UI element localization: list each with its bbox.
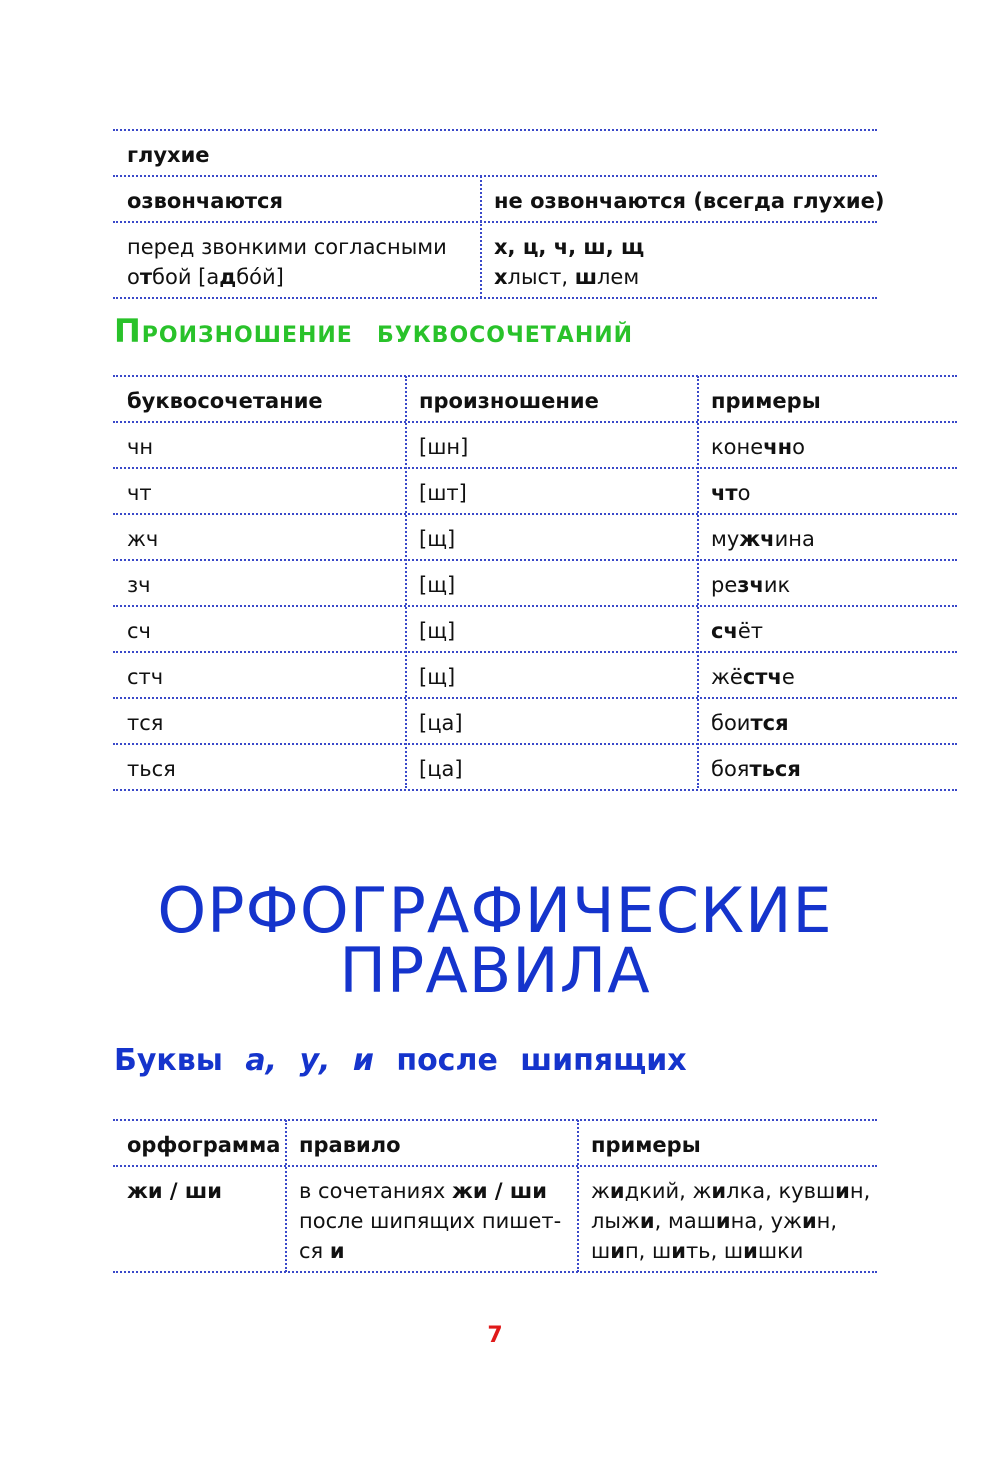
examples-line: жидкий, жилка, кувшин, <box>591 1179 871 1203</box>
combination-cell: жч <box>127 527 159 551</box>
combination-cell: чн <box>127 435 154 459</box>
col-header-voiced: озвончаются <box>127 189 283 213</box>
rule-line <box>113 559 957 561</box>
orthogram-cell: жи / ши <box>127 1179 222 1203</box>
examples-line: шип, шить, шишки <box>591 1239 804 1263</box>
column-divider <box>697 376 699 788</box>
col-header-examples: примеры <box>711 389 821 413</box>
rule-line <box>113 697 957 699</box>
pronunciation-cell: [щ] <box>419 527 456 551</box>
rule-line <box>113 221 877 223</box>
pronunciation-cell: [шт] <box>419 481 467 505</box>
rule-line <box>113 605 957 607</box>
rule-line <box>113 743 957 745</box>
example-cell: счёт <box>711 619 764 643</box>
col-header-rule: правило <box>299 1133 401 1157</box>
combination-cell: зч <box>127 573 151 597</box>
rule-line <box>113 1271 877 1273</box>
col-header-combination: буквосочетание <box>127 389 323 413</box>
column-divider <box>405 376 407 788</box>
rule-line <box>113 789 957 791</box>
example-cell: что <box>711 481 751 505</box>
pronunciation-cell: [щ] <box>419 665 456 689</box>
col-header-pronunciation: произношение <box>419 389 599 413</box>
chapter-title-line2: ПРАВИЛА <box>339 934 651 1007</box>
section-title-pronunciation: Произношение буквосочетаний <box>114 312 634 350</box>
pronunciation-cell: [ца] <box>419 711 463 735</box>
pronunciation-cell: [шн] <box>419 435 469 459</box>
pronunciation-cell: [ца] <box>419 757 463 781</box>
column-divider <box>577 1120 579 1272</box>
pronunciation-cell: [щ] <box>419 573 456 597</box>
rule-line <box>113 1119 877 1121</box>
col-header-orthogram: орфограмма <box>127 1133 281 1157</box>
col-header-not-voiced: не озвончаются (всегда глухие) <box>494 189 885 213</box>
examples-cell <box>591 1176 870 1266</box>
rule-line <box>113 421 957 423</box>
example-cell: бояться <box>711 757 801 781</box>
combination-cell: стч <box>127 665 164 689</box>
rule-line <box>113 297 877 299</box>
example-cell: боится <box>711 711 789 735</box>
rule-line <box>113 175 877 177</box>
examples-line: лыжи, машина, ужин, <box>591 1209 838 1233</box>
rule-line <box>113 375 957 377</box>
example-cell: конечно <box>711 435 805 459</box>
example-cell: резчик <box>711 573 791 597</box>
rule-line <box>113 1165 877 1167</box>
col-header-rule-examples: примеры <box>591 1133 701 1157</box>
rule-line <box>113 467 957 469</box>
example-cell: мужчина <box>711 527 815 551</box>
rule-line <box>113 651 957 653</box>
column-divider <box>285 1120 287 1272</box>
pronunciation-cell: [щ] <box>419 619 456 643</box>
chapter-title-line1: ОРФОГРАФИЧЕСКИЕ <box>157 874 833 947</box>
example-cell: жёстче <box>711 665 795 689</box>
table-header-voiceless: глухие <box>127 143 210 167</box>
voice-rule-text: перед звонкими согласными отбой [адбо́й] <box>127 235 447 289</box>
rule-line <box>113 129 877 131</box>
combination-cell: сч <box>127 619 151 643</box>
rule-cell: в сочетаниях жи / ши после шипящих пишет- ся и <box>299 1179 562 1263</box>
combination-cell: чт <box>127 481 152 505</box>
rule-line <box>113 513 957 515</box>
voiceless-letters-text: х, ц, ч, ш, щ хлыст, шлем <box>494 235 645 289</box>
column-divider <box>480 176 482 298</box>
combination-cell: тся <box>127 711 164 735</box>
section-title-letters-after-sibilants: Буквы а, у, и после шипящих <box>114 1043 687 1078</box>
page-number: 7 <box>487 1323 503 1348</box>
combination-cell: ться <box>127 757 176 781</box>
